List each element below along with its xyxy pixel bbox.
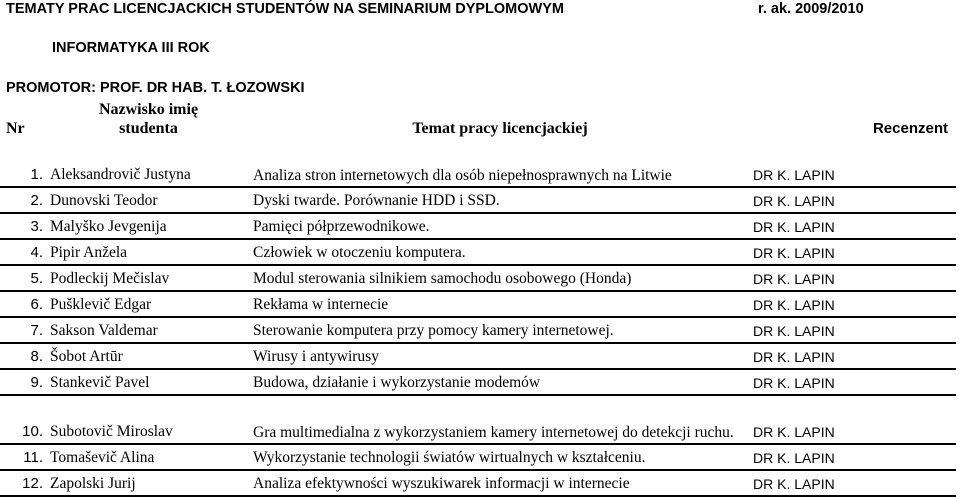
department-label: INFORMATYKA III ROK — [52, 40, 210, 56]
reviewer-name: DR K. LAPIN — [750, 395, 956, 444]
thesis-topic: Modul sterowania silnikiem samochodu osobowego (Honda) — [250, 265, 750, 291]
row-number: 10. — [0, 395, 47, 444]
thesis-topic: Wirusy i antywirusy — [250, 343, 750, 369]
row-number: 12. — [0, 470, 47, 496]
thesis-topic: Rekłama w internecie — [250, 291, 750, 317]
table-row — [0, 239, 956, 265]
row-number: 8. — [0, 343, 47, 369]
reviewer-name: DR K. LAPIN — [750, 470, 956, 496]
row-number: 4. — [0, 239, 47, 265]
table-row — [0, 369, 956, 395]
row-number: 11. — [0, 444, 47, 470]
academic-year: r. ak. 2009/2010 — [758, 1, 864, 17]
header-reviewer: Recenzent — [872, 120, 948, 137]
header-topic: Temat pracy licencjackiej — [412, 120, 588, 137]
header-student-name — [47, 100, 250, 139]
table-row — [0, 265, 956, 291]
thesis-topic: Analiza stron internetowych dla osób niepełnosprawnych na Litwie — [253, 167, 672, 184]
header-name-line1: Nazwisko imię — [98, 101, 199, 118]
table-row — [0, 291, 956, 317]
reviewer-name: DR K. LAPIN — [750, 291, 956, 317]
document-title: TEMATY PRAC LICENCJACKICH STUDENTÓW NA SEMINARIUM DYPLOMOWYM — [6, 1, 564, 17]
student-name: Subotovič Miroslav — [47, 395, 250, 444]
reviewer-name: DR K. LAPIN — [750, 369, 956, 395]
reviewer-name: DR K. LAPIN — [750, 343, 956, 369]
table-header-row — [0, 100, 956, 139]
thesis-topics-table — [0, 100, 956, 497]
row-number: 3. — [0, 213, 47, 239]
thesis-topic: Sterowanie komputera przy pomocy kamery internetowej. — [250, 317, 750, 343]
thesis-topic: Gra multimedialna z wykorzystaniem kamery internetowej do detekcji ruchu. — [250, 395, 750, 444]
thesis-topic: Analiza efektywności wyszukiwarek informacji w internecie — [250, 470, 750, 496]
student-name: Pipir Anžela — [47, 239, 250, 265]
header-nr: Nr — [6, 120, 25, 137]
table-row — [0, 213, 956, 239]
row-number: 7. — [0, 317, 47, 343]
row-number: 1. — [30, 166, 43, 183]
student-name: Aleksandrovič Justyna — [50, 166, 191, 183]
student-name: Tomaševič Alina — [47, 444, 250, 470]
table-row — [0, 470, 956, 496]
student-name: Podleckij Mečislav — [47, 265, 250, 291]
student-name: Malyško Jevgenija — [47, 213, 250, 239]
student-name: Dunovski Teodor — [47, 187, 250, 213]
student-name: Šobot Artūr — [47, 343, 250, 369]
reviewer-name: DR K. LAPIN — [750, 213, 956, 239]
table-row — [0, 343, 956, 369]
thesis-topic: Pamięci półprzewodnikowe. — [250, 213, 750, 239]
reviewer-name: DR K. LAPIN — [750, 444, 956, 470]
reviewer-name: DR K. LAPIN — [750, 265, 956, 291]
thesis-topic: Człowiek w otoczeniu komputera. — [250, 239, 750, 265]
reviewer-name: DR K. LAPIN — [750, 317, 956, 343]
thesis-topic: Wykorzystanie technologii światów wirtualnych w kształceniu. — [250, 444, 750, 470]
reviewer-name: DR K. LAPIN — [753, 167, 835, 183]
table-row — [0, 444, 956, 470]
student-name: Sakson Valdemar — [47, 317, 250, 343]
student-name: Zapolski Jurij — [47, 470, 250, 496]
table-row — [0, 187, 956, 213]
student-name: Stankevič Pavel — [47, 369, 250, 395]
thesis-topic: Budowa, działanie i wykorzystanie modemów — [250, 369, 750, 395]
row-number: 5. — [0, 265, 47, 291]
reviewer-name: DR K. LAPIN — [750, 239, 956, 265]
reviewer-name: DR K. LAPIN — [750, 187, 956, 213]
table-row — [0, 139, 956, 187]
row-number: 6. — [0, 291, 47, 317]
row-number: 2. — [0, 187, 47, 213]
header-name-line2: studenta — [119, 120, 178, 137]
student-name: Pušklevič Edgar — [47, 291, 250, 317]
thesis-topic: Dyski twarde. Porównanie HDD i SSD. — [250, 187, 750, 213]
row-number: 9. — [0, 369, 47, 395]
table-row — [0, 317, 956, 343]
promotor-label: PROMOTOR: PROF. DR HAB. T. ŁOZOWSKI — [6, 80, 305, 96]
table-row — [0, 395, 956, 444]
